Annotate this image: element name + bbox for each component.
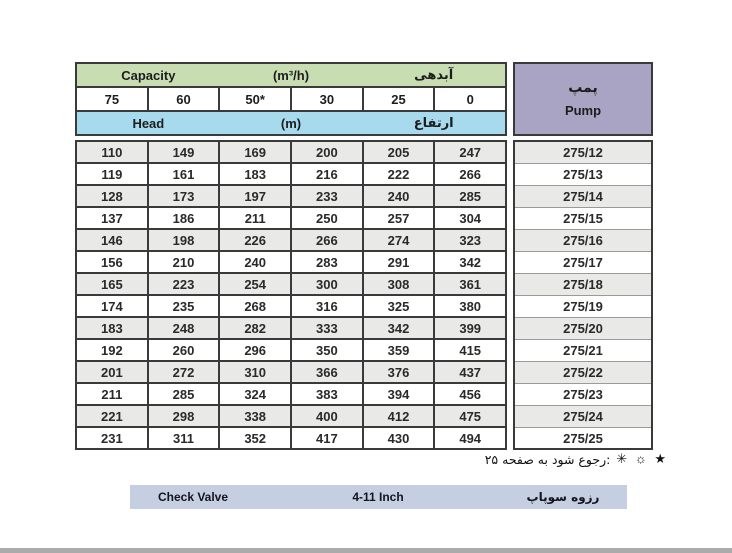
footnote-text: :رجوع شود به صفحه ۲۵ xyxy=(484,451,611,467)
head-value-cell: 296 xyxy=(220,340,292,360)
head-value-cell: 417 xyxy=(292,428,364,448)
head-value-cell: 110 xyxy=(77,142,149,162)
head-value-cell: 210 xyxy=(149,252,221,272)
head-value-cell: 272 xyxy=(149,362,221,382)
head-value-cell: 221 xyxy=(77,406,149,426)
footnote-symbols: ★ ☼ ✳ xyxy=(616,451,668,466)
pump-model-cell: 275/21 xyxy=(515,340,651,362)
head-value-cell: 161 xyxy=(149,164,221,184)
head-value-cell: 240 xyxy=(364,186,436,206)
head-value-cell: 235 xyxy=(149,296,221,316)
valve-thread-label-farsi: رزوه سوپاپ xyxy=(526,490,600,504)
table-row xyxy=(77,274,505,296)
head-value-cell: 257 xyxy=(364,208,436,228)
head-value-cell: 338 xyxy=(220,406,292,426)
head-value-cell: 430 xyxy=(364,428,436,448)
head-value-cell: 475 xyxy=(459,408,482,424)
head-value-cell: 494 xyxy=(459,430,482,446)
head-value-cell: 298 xyxy=(149,406,221,426)
table-row xyxy=(77,318,505,340)
pump-model-cell: 275/17 xyxy=(515,252,651,274)
head-label-farsi: ارتفاع xyxy=(413,115,454,131)
table-row xyxy=(77,142,505,164)
head-header-row xyxy=(77,112,505,134)
table-header xyxy=(75,62,507,136)
head-value-cell: 415 xyxy=(459,342,482,358)
flow-value-cell: 60 xyxy=(149,88,221,110)
pump-model-cell: 275/15 xyxy=(515,208,651,230)
head-value-cell: 205 xyxy=(364,142,436,162)
footnote xyxy=(485,451,668,467)
table-row xyxy=(77,296,505,318)
head-value-cell: 231 xyxy=(77,428,149,448)
head-value-cell: 149 xyxy=(149,142,221,162)
head-value-cell: 233 xyxy=(292,186,364,206)
table-row xyxy=(77,252,505,274)
head-value-cell: 333 xyxy=(292,318,364,338)
head-value-cell: 325 xyxy=(364,296,436,316)
pump-model-cell: 275/19 xyxy=(515,296,651,318)
head-value-cell: 247 xyxy=(459,144,482,160)
head-value-cell: 285 xyxy=(149,384,221,404)
head-value-cell: 283 xyxy=(292,252,364,272)
head-unit-label: (m) xyxy=(280,115,302,131)
head-value-cell: 316 xyxy=(292,296,364,316)
head-value-cell: 173 xyxy=(149,186,221,206)
footer-bar xyxy=(130,485,627,509)
head-value-cell: 456 xyxy=(459,386,482,402)
head-value-cell: 211 xyxy=(220,208,292,228)
head-value-cell: 250 xyxy=(292,208,364,228)
bottom-edge-strip xyxy=(0,548,732,553)
table-row xyxy=(77,230,505,252)
head-value-cell: 352 xyxy=(220,428,292,448)
head-value-cell: 304 xyxy=(459,210,482,226)
flow-value-cell: 0 xyxy=(466,91,474,107)
head-value-cell: 350 xyxy=(292,340,364,360)
head-value-cell: 394 xyxy=(364,384,436,404)
head-value-cell: 248 xyxy=(149,318,221,338)
head-value-cell: 383 xyxy=(292,384,364,404)
pump-model-cell: 275/16 xyxy=(515,230,651,252)
head-value-cell: 323 xyxy=(459,232,482,248)
pump-model-cell: 275/20 xyxy=(515,318,651,340)
head-value-cell: 274 xyxy=(364,230,436,250)
head-value-cell: 119 xyxy=(77,164,149,184)
pump-model-cell: 275/23 xyxy=(515,384,651,406)
head-value-cell: 266 xyxy=(292,230,364,250)
table-row xyxy=(77,428,505,448)
pump-model-cell: 275/14 xyxy=(515,186,651,208)
head-value-cell: 165 xyxy=(77,274,149,294)
head-value-cell: 437 xyxy=(459,364,482,380)
table-row xyxy=(77,406,505,428)
head-value-cell: 268 xyxy=(220,296,292,316)
capacity-unit-label: (m³/h) xyxy=(272,67,310,83)
inch-range-label: 4-11 Inch xyxy=(352,490,404,504)
head-value-cell: 400 xyxy=(292,406,364,426)
flow-values-row xyxy=(77,88,505,112)
head-value-cell: 311 xyxy=(149,428,221,448)
table-row xyxy=(77,186,505,208)
head-value-cell: 366 xyxy=(292,362,364,382)
head-value-cell: 291 xyxy=(364,252,436,272)
head-value-cell: 342 xyxy=(459,254,482,270)
head-value-cell: 156 xyxy=(77,252,149,272)
pump-model-cell: 275/18 xyxy=(515,274,651,296)
head-value-cell: 128 xyxy=(77,186,149,206)
table-row xyxy=(77,164,505,186)
head-value-cell: 285 xyxy=(459,188,482,204)
head-value-cell: 222 xyxy=(364,164,436,184)
pump-header-cell xyxy=(513,62,653,136)
table-row xyxy=(77,340,505,362)
head-value-cell: 183 xyxy=(220,164,292,184)
head-value-cell: 186 xyxy=(149,208,221,228)
pump-model-cell: 275/12 xyxy=(515,142,651,164)
head-value-cell: 412 xyxy=(364,406,436,426)
head-value-cell: 226 xyxy=(220,230,292,250)
head-value-cell: 223 xyxy=(149,274,221,294)
pump-label: Pump xyxy=(564,103,602,118)
table-row xyxy=(77,384,505,406)
flow-value-cell: 25 xyxy=(364,88,436,110)
head-value-cell: 146 xyxy=(77,230,149,250)
table-row xyxy=(77,362,505,384)
head-value-cell: 266 xyxy=(459,166,482,182)
head-value-cell: 359 xyxy=(364,340,436,360)
flow-value-cell: 50* xyxy=(220,88,292,110)
head-value-cell: 198 xyxy=(149,230,221,250)
head-value-cell: 216 xyxy=(292,164,364,184)
capacity-label: Capacity xyxy=(121,67,176,83)
head-value-cell: 300 xyxy=(292,274,364,294)
capacity-header-row xyxy=(77,64,505,88)
capacity-label-farsi: آبدهی xyxy=(414,67,454,83)
pump-model-cell: 275/24 xyxy=(515,406,651,428)
check-valve-label: Check Valve xyxy=(157,490,229,504)
head-label: Head xyxy=(132,115,165,131)
head-value-cell: 361 xyxy=(459,276,482,292)
head-value-cell: 399 xyxy=(459,320,482,336)
pump-model-cell: 275/22 xyxy=(515,362,651,384)
head-value-cell: 380 xyxy=(459,298,482,314)
head-value-cell: 260 xyxy=(149,340,221,360)
head-value-cell: 376 xyxy=(364,362,436,382)
head-value-cell: 211 xyxy=(77,384,149,404)
head-value-cell: 192 xyxy=(77,340,149,360)
flow-value-cell: 30 xyxy=(292,88,364,110)
head-value-cell: 174 xyxy=(77,296,149,316)
head-value-cell: 254 xyxy=(220,274,292,294)
head-value-cell: 282 xyxy=(220,318,292,338)
head-value-cell: 200 xyxy=(292,142,364,162)
head-value-cell: 201 xyxy=(77,362,149,382)
head-value-cell: 342 xyxy=(364,318,436,338)
head-value-cell: 308 xyxy=(364,274,436,294)
head-value-cell: 324 xyxy=(220,384,292,404)
head-value-cell: 169 xyxy=(220,142,292,162)
pump-models-body xyxy=(513,140,653,450)
head-values-body xyxy=(75,140,507,450)
pump-model-cell: 275/13 xyxy=(515,164,651,186)
head-value-cell: 240 xyxy=(220,252,292,272)
table-row xyxy=(77,208,505,230)
head-value-cell: 183 xyxy=(77,318,149,338)
head-value-cell: 310 xyxy=(220,362,292,382)
head-value-cell: 197 xyxy=(220,186,292,206)
pump-model-cell: 275/25 xyxy=(515,428,651,448)
flow-value-cell: 75 xyxy=(77,88,149,110)
pump-label-farsi: پمپ xyxy=(568,80,598,96)
head-value-cell: 137 xyxy=(77,208,149,228)
